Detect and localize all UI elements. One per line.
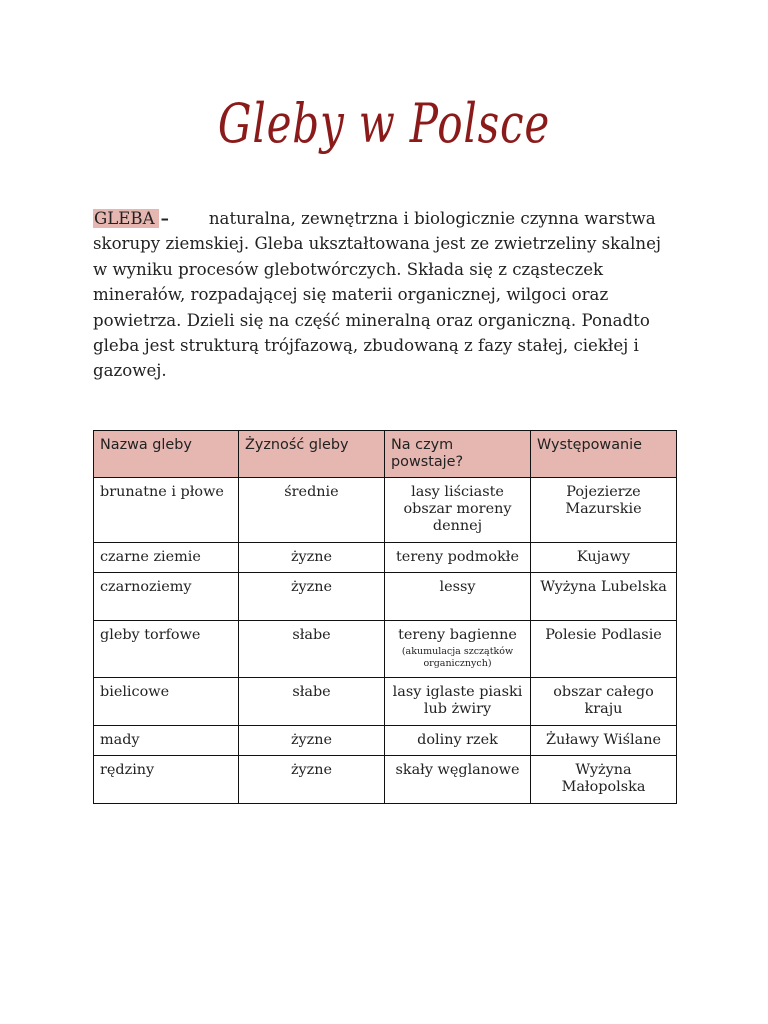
cell-fertility: żyzne (239, 756, 385, 804)
table-row (94, 678, 677, 726)
cell-name: czarne ziemie (94, 543, 239, 573)
cell-origin: lasy iglaste piaski lub żwiry (385, 678, 531, 726)
cell-fertility: żyzne (239, 726, 385, 756)
header-origin: Na czym powstaje? (385, 431, 531, 478)
cell-location: Pojezierze Mazurskie (531, 478, 677, 543)
cell-name: gleby torfowe (94, 621, 239, 678)
cell-name: brunatne i płowe (94, 478, 239, 543)
header-name: Nazwa gleby (94, 431, 239, 478)
cell-location: Żuławy Wiślane (531, 726, 677, 756)
definition-term: GLEBA (93, 209, 159, 228)
cell-fertility: żyzne (239, 573, 385, 621)
cell-location: Wyżyna Lubelska (531, 573, 677, 621)
cell-location: Wyżyna Małopolska (531, 756, 677, 804)
cell-fertility: średnie (239, 478, 385, 543)
table-header-row (94, 431, 677, 478)
cell-fertility: słabe (239, 621, 385, 678)
cell-fertility: słabe (239, 678, 385, 726)
page-title: Gleby w Polsce (217, 92, 551, 155)
table-row (94, 621, 677, 678)
cell-origin-main: tereny bagienne (398, 627, 517, 643)
cell-name: czarnoziemy (94, 573, 239, 621)
header-location: Występowanie (531, 431, 677, 478)
cell-origin: tereny podmokłe (385, 543, 531, 573)
definition-text: naturalna, zewnętrzna i biologicznie czynna warstwa skorupy ziemskiej. Gleba ukształtowana jest ze zwietrzeliny skalnej w wyniku procesów glebotwórczych. Składa się z cząsteczek minerałów, rozpadającej się materii organicznej, wilgoci oraz powietrza. Dzieli się na część mineralną oraz organiczną. Ponadto gleba jest strukturą trójfazową, zbudowaną z fazy stałej, ciekłej i gazowej. (93, 209, 662, 381)
cell-name: bielicowe (94, 678, 239, 726)
table-row (94, 478, 677, 543)
cell-origin: doliny rzek (385, 726, 531, 756)
cell-origin: lasy liściaste obszar moreny dennej (385, 478, 531, 543)
definition-dash: – (160, 208, 169, 228)
cell-fertility: żyzne (239, 543, 385, 573)
cell-name: mady (94, 726, 239, 756)
cell-origin: lessy (385, 573, 531, 621)
definition-paragraph (93, 206, 678, 384)
table-row (94, 726, 677, 756)
table-row (94, 573, 677, 621)
soil-table (93, 430, 677, 804)
cell-origin: skały węglanowe (385, 756, 531, 804)
cell-origin-note: (akumulacja szczątków organicznych) (401, 646, 514, 669)
cell-name: rędziny (94, 756, 239, 804)
cell-location: Polesie Podlasie (531, 621, 677, 678)
cell-location: Kujawy (531, 543, 677, 573)
cell-origin (385, 621, 531, 678)
table-row (94, 756, 677, 804)
table-row (94, 543, 677, 573)
cell-location: obszar całego kraju (531, 678, 677, 726)
header-fertility: Żyzność gleby (239, 431, 385, 478)
